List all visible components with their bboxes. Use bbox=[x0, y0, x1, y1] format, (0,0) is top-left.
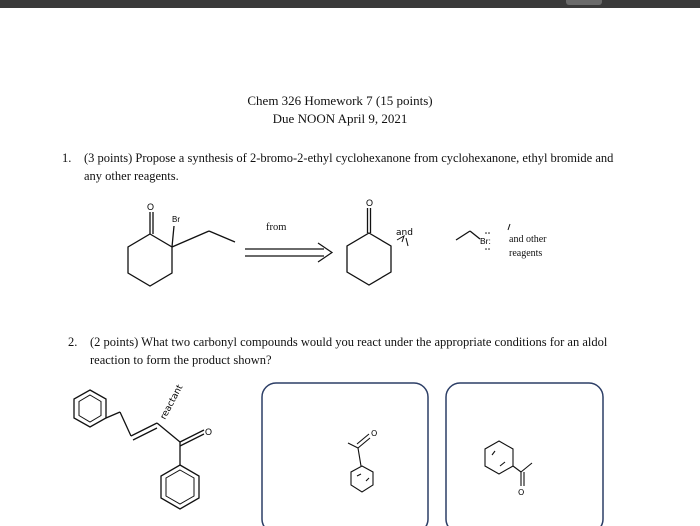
answer-box-1[interactable] bbox=[262, 383, 428, 526]
tick-mark bbox=[508, 224, 510, 230]
product-1-bromine: Br bbox=[172, 215, 180, 224]
ethyl-bromide-structure bbox=[456, 231, 480, 240]
cyclohexanone-oxygen: O bbox=[366, 198, 374, 208]
handwritten-and: and bbox=[396, 228, 413, 238]
cyclohexanone-structure bbox=[347, 208, 391, 285]
box-1-oxygen: O bbox=[371, 429, 378, 438]
product-structure-1 bbox=[128, 212, 235, 286]
product-1-oxygen: O bbox=[147, 202, 155, 212]
handwritten-note bbox=[159, 383, 186, 421]
box-1-sketch bbox=[348, 434, 373, 492]
due-date: Due NOON April 9, 2021 bbox=[272, 111, 408, 126]
box-2-sketch bbox=[485, 441, 532, 486]
retrosynthesis-arrow bbox=[245, 243, 332, 262]
question-2-number: 2. bbox=[68, 335, 78, 349]
question-2-text: (2 points) What two carbonyl compounds would you react under the appropriate conditions for an aldol reaction to form the product shown? bbox=[90, 335, 608, 367]
other-reagents-label: and other reagents bbox=[509, 234, 547, 259]
from-label: from bbox=[266, 222, 287, 233]
answer-box-2[interactable] bbox=[446, 383, 603, 526]
homework-title: Chem 326 Homework 7 (15 points) bbox=[247, 93, 433, 108]
svg-text:reactant: reactant bbox=[158, 383, 186, 422]
bromine-reagent: Br: bbox=[480, 236, 491, 246]
aldol-product-oxygen: O bbox=[205, 427, 213, 437]
box-2-oxygen: O bbox=[518, 488, 525, 497]
question-1-text: (3 points) Propose a synthesis of 2-bromo-2-ethyl cyclohexanone from cyclohexanone, ethyl bromide and any other reagents. bbox=[84, 151, 614, 183]
question-1-number: 1. bbox=[62, 151, 72, 165]
aldol-product-structure bbox=[74, 390, 204, 509]
